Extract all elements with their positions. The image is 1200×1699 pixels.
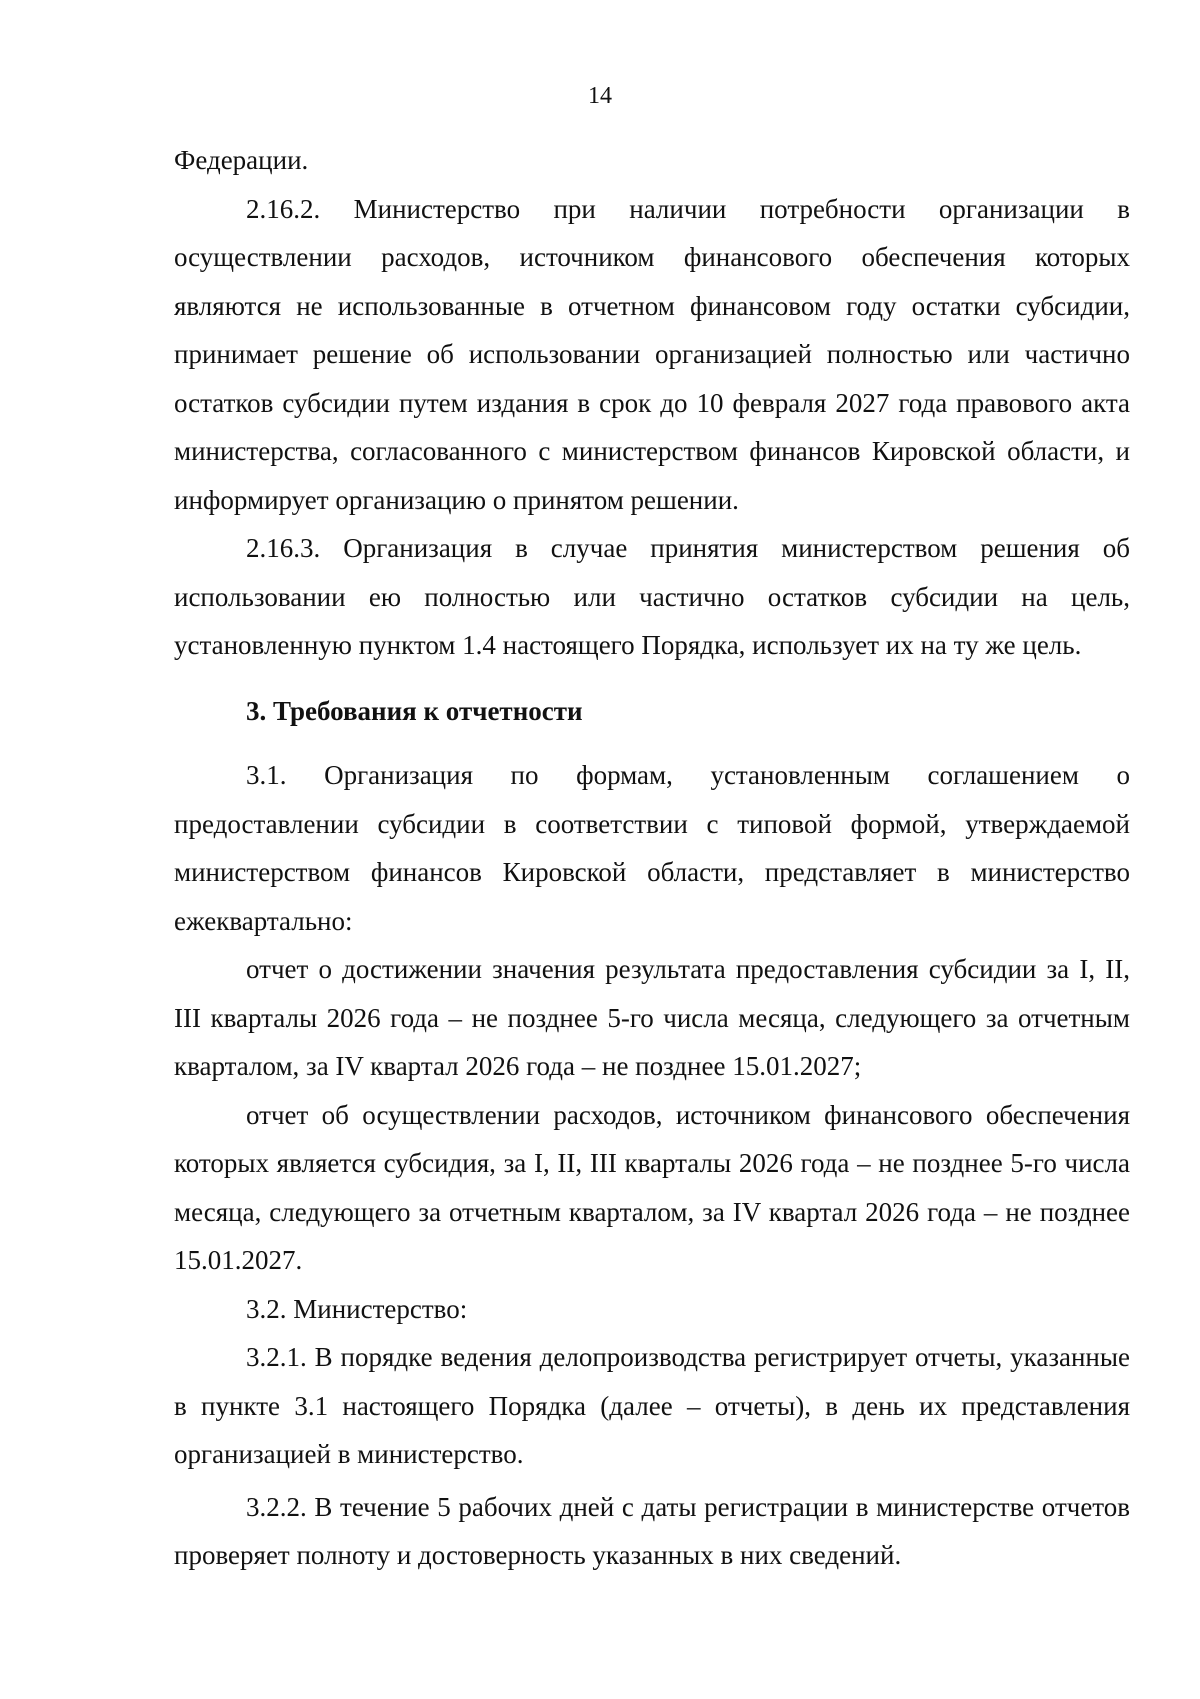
paragraph-report-expenses: отчет об осуществлении расходов, источником финансового обеспечения которых является субсидия, за I, II, III кварталы 2026 года – не позднее 5-го числа месяца, следующего за отчетным кварталом, за IV квартал 2026 года – не позднее 15.01.2027. <box>174 1099 1130 1275</box>
paragraph-3-2-2: 3.2.2. В течение 5 рабочих дней с даты регистрации в министерстве отчетов проверяет полноту и достоверность указанных в них сведений. <box>174 1491 1130 1570</box>
page-number: 14 <box>588 83 612 109</box>
document-body <box>174 136 1130 1580</box>
paragraph-3-1: 3.1. Организация по формам, установленным соглашением о предоставлении субсидии в соответствии с типовой формой, утверждаемой министерством финансов Кировской области, представляет в министерство ежеквартально: <box>174 760 1130 936</box>
paragraph-continuation: Федерации. <box>174 145 309 175</box>
paragraph-3-2: 3.2. Министерство: <box>246 1293 468 1324</box>
paragraph-report-result: отчет о достижении значения результата предоставления субсидии за I, II, III кварталы 2026 года – не позднее 5-го числа месяца, следующего за отчетным кварталом, за IV квартал 2026 года – не позднее 15.01.2027; <box>174 954 1130 1081</box>
paragraph-2-16-2: 2.16.2. Министерство при наличии потребности организации в осуществлении расходов, источником финансового обеспечения которых являются не использованные в отчетном финансовом году остатки субсидии, принимает решение об использовании организацией полностью или частично остатков субсидии путем издания в срок до 10 февраля 2027 года правового акта министерства, согласованного с министерством финансов Кировской области, и информирует организацию о принятом решении. <box>174 193 1130 515</box>
section-heading: 3. Требования к отчетности <box>246 695 583 726</box>
paragraph-3-2-1: 3.2.1. В порядке ведения делопроизводства регистрирует отчеты, указанные в пункте 3.1 настоящего Порядка (далее – отчеты), в день их представления организацией в министерство. <box>174 1342 1130 1469</box>
paragraph-2-16-3: 2.16.3. Организация в случае принятия министерством решения об использовании ею полностью или частично остатков субсидии на цель, установленную пунктом 1.4 настоящего Порядка, использует их на ту же цель. <box>174 533 1130 660</box>
